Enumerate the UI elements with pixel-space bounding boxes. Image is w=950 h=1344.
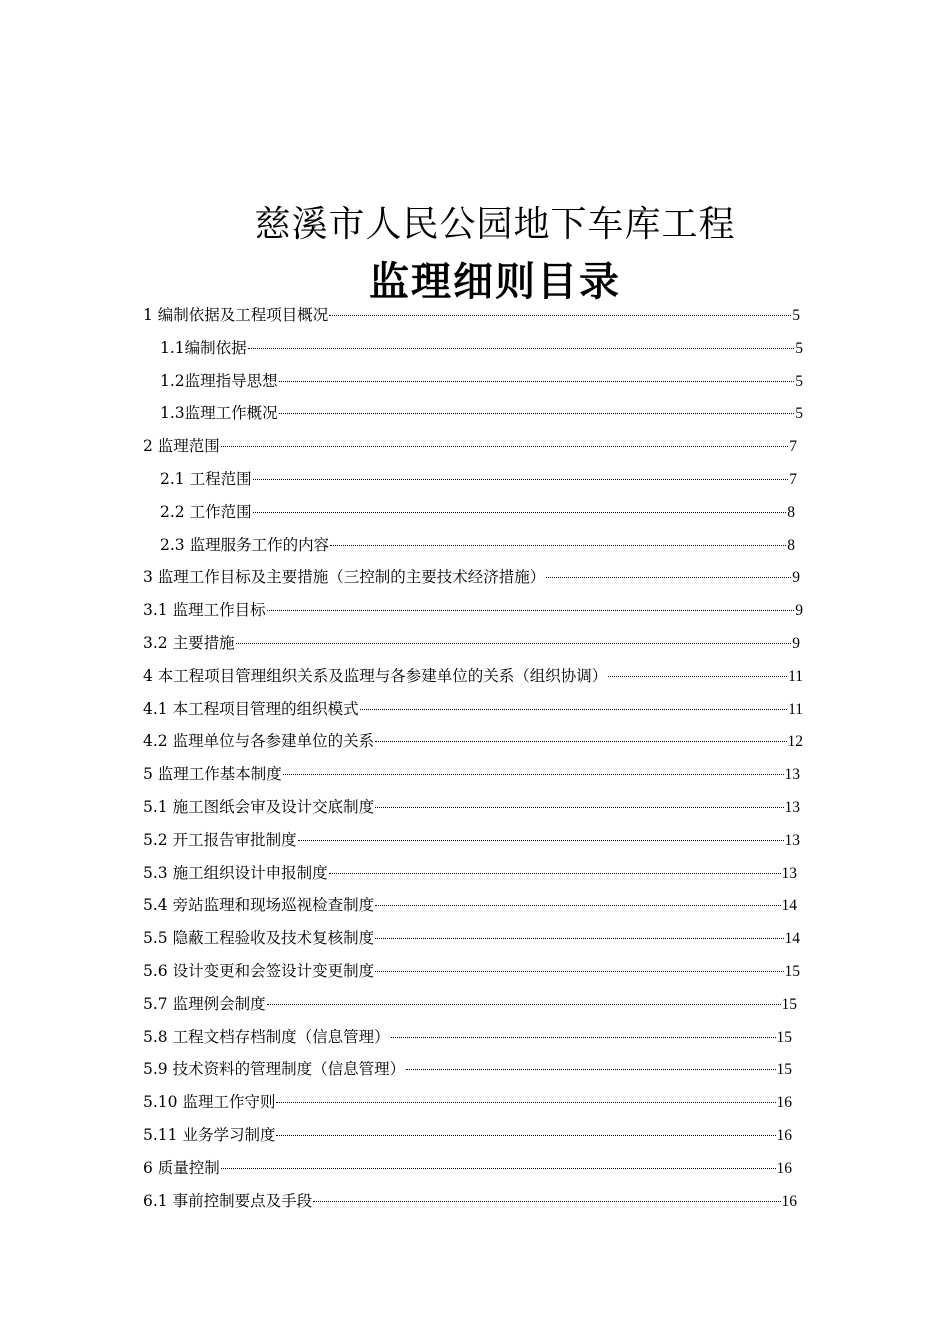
toc-entry[interactable] bbox=[143, 595, 803, 625]
toc-dot-leader bbox=[283, 774, 784, 775]
toc-page-number: 16 bbox=[776, 1094, 792, 1112]
toc-entry-title: 2.2 工作范围 bbox=[160, 502, 252, 521]
toc-dot-leader bbox=[267, 610, 795, 611]
toc-dot-leader bbox=[248, 348, 795, 349]
toc-entry[interactable] bbox=[160, 398, 803, 428]
toc-page-number: 9 bbox=[792, 635, 800, 652]
toc-dot-leader bbox=[313, 1201, 780, 1202]
toc-entry-title: 4 本工程项目管理组织关系及监理与各参建单位的关系（组织协调） bbox=[143, 666, 608, 685]
toc-entry[interactable] bbox=[143, 1153, 792, 1183]
toc-entry[interactable] bbox=[143, 825, 800, 855]
toc-dot-leader bbox=[279, 381, 795, 382]
toc-dot-leader bbox=[330, 545, 786, 546]
toc-page-number: 15 bbox=[781, 995, 797, 1013]
toc-entry[interactable] bbox=[143, 890, 797, 920]
toc-entry-title: 4.1 本工程项目管理的组织模式 bbox=[143, 699, 359, 718]
toc-entry[interactable] bbox=[143, 562, 800, 592]
toc-entry-title: 5.11 业务学习制度 bbox=[143, 1126, 276, 1144]
toc-entry-title: 3.1 监理工作目标 bbox=[143, 601, 266, 620]
toc-entry-title: 5 监理工作基本制度 bbox=[143, 765, 282, 784]
toc-dot-leader bbox=[329, 315, 791, 316]
toc-entry-title: 3.2 主要措施 bbox=[143, 634, 235, 652]
toc-page-number: 5 bbox=[795, 405, 803, 423]
toc-entry[interactable] bbox=[160, 333, 803, 363]
toc-entry-title: 6.1 事前控制要点及手段 bbox=[143, 1191, 313, 1210]
toc-entry-title: 5.7 监理例会制度 bbox=[143, 994, 266, 1013]
toc-entry-title: 5.4 旁站监理和现场巡视检查制度 bbox=[143, 896, 375, 915]
toc-dot-leader bbox=[221, 446, 788, 447]
toc-entry-title: 3 监理工作目标及主要措施（三控制的主要技术经济措施） bbox=[143, 568, 546, 587]
toc-page-number: 15 bbox=[776, 1028, 792, 1046]
toc-page-number: 13 bbox=[784, 831, 800, 849]
toc-dot-leader bbox=[279, 413, 795, 414]
toc-dot-leader bbox=[253, 479, 789, 480]
toc-entry[interactable] bbox=[160, 366, 803, 396]
toc-entry-title: 5.10 监理工作守则 bbox=[143, 1093, 276, 1112]
document-title: 慈溪市人民公园地下车库工程 bbox=[254, 204, 736, 245]
toc-entry-title: 6 质量控制 bbox=[143, 1158, 220, 1177]
toc-page-number: 11 bbox=[788, 667, 803, 685]
toc-page-number: 13 bbox=[784, 766, 800, 784]
toc-dot-leader bbox=[375, 905, 780, 906]
toc-entry-title: 2.1 工程范围 bbox=[160, 470, 252, 488]
toc-dot-leader bbox=[375, 971, 783, 972]
document-subtitle: 监理细则目录 bbox=[369, 259, 621, 305]
toc-page-number: 14 bbox=[781, 897, 797, 915]
toc-entry-title: 1.3监理工作概况 bbox=[160, 404, 278, 423]
toc-page-number: 16 bbox=[776, 1127, 792, 1144]
toc-entry[interactable] bbox=[143, 1186, 797, 1216]
toc-page-number: 16 bbox=[776, 1159, 792, 1177]
toc-entry-title: 2 监理范围 bbox=[143, 437, 220, 456]
toc-entry[interactable] bbox=[143, 431, 797, 461]
toc-dot-leader bbox=[608, 676, 787, 677]
toc-entry[interactable] bbox=[143, 661, 803, 691]
toc-entry[interactable] bbox=[143, 628, 800, 658]
toc-page-number: 16 bbox=[781, 1192, 797, 1210]
toc-dot-leader bbox=[360, 709, 787, 710]
toc-entry[interactable] bbox=[143, 858, 797, 888]
toc-page-number: 13 bbox=[784, 799, 800, 816]
toc-page-number: 5 bbox=[795, 339, 803, 357]
toc-entry-title: 5.2 开工报告审批制度 bbox=[143, 830, 297, 849]
toc-entry[interactable] bbox=[143, 1087, 792, 1117]
toc-entry[interactable] bbox=[143, 989, 797, 1019]
toc-entry[interactable] bbox=[160, 530, 795, 560]
toc-entry[interactable] bbox=[143, 726, 803, 756]
toc-page-number: 9 bbox=[795, 602, 803, 620]
toc-entry-title: 5.9 技术资料的管理制度（信息管理） bbox=[143, 1060, 406, 1079]
toc-page-number: 12 bbox=[787, 733, 803, 751]
toc-entry[interactable] bbox=[143, 300, 800, 330]
toc-dot-leader bbox=[221, 1168, 776, 1169]
toc-page-number: 9 bbox=[792, 569, 800, 587]
toc-page-number: 11 bbox=[788, 700, 803, 718]
toc-dot-leader bbox=[253, 512, 787, 513]
toc-page-number: 14 bbox=[784, 930, 800, 948]
toc-entry-title: 5.6 设计变更和会签设计变更制度 bbox=[143, 962, 375, 980]
toc-dot-leader bbox=[298, 840, 784, 841]
toc-dot-leader bbox=[329, 873, 781, 874]
toc-entry[interactable] bbox=[160, 464, 797, 494]
toc-page-number: 5 bbox=[792, 307, 800, 324]
toc-page-number: 8 bbox=[787, 536, 795, 554]
toc-page-number: 15 bbox=[784, 963, 800, 980]
toc-entry[interactable] bbox=[143, 1054, 792, 1084]
toc-dot-leader bbox=[375, 741, 786, 742]
toc-dot-leader bbox=[546, 577, 791, 578]
toc-entry-title: 5.1 施工图纸会审及设计交底制度 bbox=[143, 798, 375, 816]
toc-dot-leader bbox=[375, 938, 783, 939]
toc-entry-title: 5.3 施工组织设计申报制度 bbox=[143, 863, 328, 882]
toc-dot-leader bbox=[375, 807, 783, 808]
toc-entry-title: 4.2 监理单位与各参建单位的关系 bbox=[143, 732, 375, 751]
toc-entry-title: 2.3 监理服务工作的内容 bbox=[160, 535, 330, 554]
toc-entry-title: 5.5 隐蔽工程验收及技术复核制度 bbox=[143, 929, 375, 948]
toc-dot-leader bbox=[236, 643, 792, 644]
toc-dot-leader bbox=[391, 1037, 776, 1038]
toc-page-number: 5 bbox=[795, 372, 803, 390]
toc-entry[interactable] bbox=[143, 923, 800, 953]
toc-page-number: 7 bbox=[789, 471, 797, 488]
toc-entry-title: 1.2监理指导思想 bbox=[160, 371, 278, 390]
toc-entry[interactable] bbox=[143, 759, 800, 789]
toc-entry[interactable] bbox=[160, 497, 795, 527]
toc-entry-title: 1 编制依据及工程项目概况 bbox=[143, 306, 329, 324]
toc-dot-leader bbox=[406, 1069, 775, 1070]
toc-entry[interactable] bbox=[143, 694, 803, 724]
toc-entry-title: 5.8 工程文档存档制度（信息管理） bbox=[143, 1027, 390, 1046]
toc-entry[interactable] bbox=[143, 792, 800, 822]
toc-dot-leader bbox=[267, 1004, 781, 1005]
toc-page-number: 13 bbox=[781, 864, 797, 882]
toc-page-number: 15 bbox=[776, 1061, 792, 1079]
toc-entry-title: 1.1编制依据 bbox=[160, 338, 247, 357]
toc-entry[interactable] bbox=[143, 956, 800, 986]
toc-page-number: 7 bbox=[789, 438, 797, 456]
toc-dot-leader bbox=[276, 1135, 775, 1136]
toc-dot-leader bbox=[276, 1102, 775, 1103]
toc-entry[interactable] bbox=[143, 1022, 792, 1052]
toc-entry[interactable] bbox=[143, 1120, 792, 1150]
toc-page-number: 8 bbox=[787, 503, 795, 521]
